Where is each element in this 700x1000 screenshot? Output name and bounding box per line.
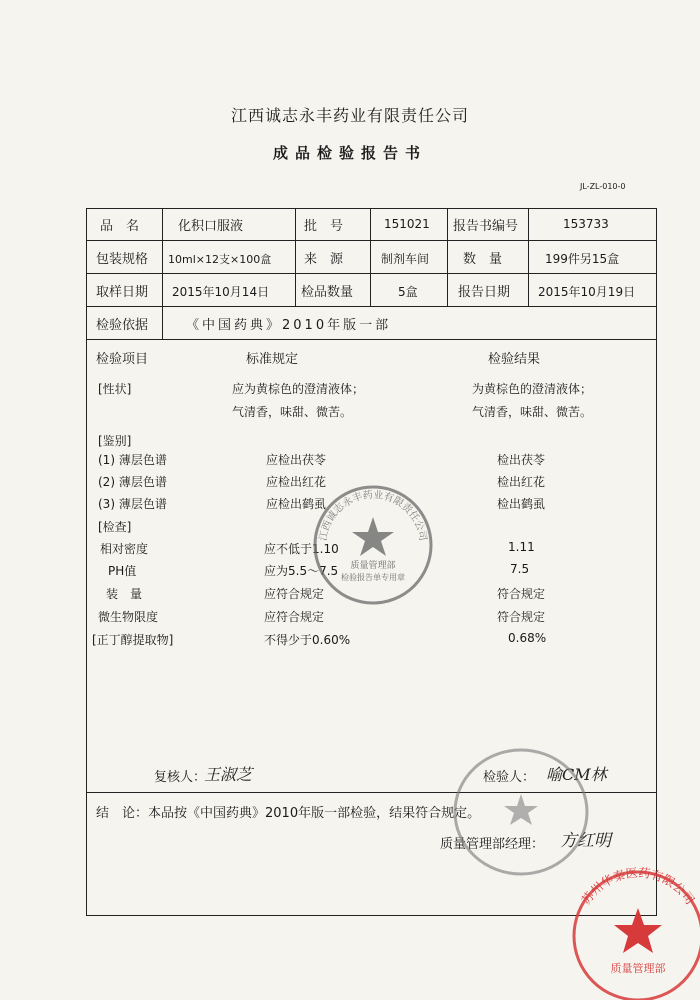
row-standard: 应符合规定: [264, 610, 325, 624]
batch-label: 批 号: [304, 219, 344, 234]
stamp-dept-text: 质量管理部: [350, 561, 396, 571]
row-item: (1) 薄层色谱: [98, 453, 167, 467]
batch-value: 151021: [384, 217, 430, 231]
row-result: 符合规定: [497, 587, 546, 601]
sample-date-label: 取样日期: [96, 285, 149, 300]
row-divider: [86, 339, 657, 340]
report-date-label: 报告日期: [458, 285, 511, 300]
row-item: 装 量: [106, 587, 143, 601]
qc-stamp: [308, 480, 438, 610]
row-standard: 应检出鹤虱: [266, 497, 327, 511]
row-standard: 应为黄棕色的澄清液体；: [232, 382, 365, 396]
col-divider: [162, 208, 163, 339]
qa-manager-label: 质量管理部经理：: [440, 837, 545, 852]
basis-label: 检验依据: [96, 318, 149, 333]
row-item: [检查]: [98, 520, 132, 534]
conclusion-label: 结 论：: [96, 806, 149, 821]
report-no-label: 报告书编号: [453, 219, 519, 234]
row-standard: 应检出红花: [266, 475, 327, 489]
inspector-label: 检验人：: [483, 770, 536, 785]
report-date-value: 2015年10月19日: [538, 285, 636, 299]
spec-value: 10ml×12支×100盒: [168, 253, 272, 266]
row-result: 7.5: [510, 562, 530, 576]
reviewer-signature: 王淑芝: [204, 765, 253, 784]
qa-manager-signature: 方红明: [560, 831, 611, 851]
row-item: (3) 薄层色谱: [98, 497, 167, 511]
row-result: 1.11: [508, 540, 535, 554]
row-standard: 不得少于0.60%: [264, 633, 351, 647]
product-value: 化积口服液: [178, 219, 244, 234]
qty-value: 199件另15盒: [545, 252, 620, 266]
row-divider: [86, 306, 657, 307]
sample-date-value: 2015年10月14日: [172, 285, 270, 299]
stamp-star-icon: [614, 908, 662, 953]
col-divider: [447, 208, 448, 306]
row-result: 气清香，味甜、微苦。: [472, 405, 593, 419]
col-item-header: 检验项目: [96, 352, 149, 367]
row-item: [鉴别]: [98, 434, 132, 448]
row-item: (2) 薄层色谱: [98, 475, 167, 489]
reviewer-label: 复核人：: [154, 770, 207, 785]
qty-label: 数 量: [463, 252, 503, 267]
row-divider: [86, 273, 657, 274]
test-qty-label: 检品数量: [301, 285, 354, 300]
row-result: 检出茯苓: [497, 453, 546, 467]
row-standard: 气清香，味甜、微苦。: [232, 405, 353, 419]
stamp-star-icon: [504, 794, 538, 825]
col-divider: [295, 208, 296, 306]
product-label: 品 名: [100, 219, 140, 234]
spec-label: 包装规格: [96, 252, 149, 267]
document-title: 成品检验报告书: [272, 144, 427, 162]
row-standard: 应符合规定: [264, 587, 325, 601]
inspector-signature: 喻CM林: [546, 765, 607, 784]
stamp-company-text: 苏州华秦医药有限公司: [578, 865, 698, 908]
row-result: 符合规定: [497, 610, 546, 624]
supplier-stamp: [566, 860, 700, 1000]
stamp-star-icon: [352, 517, 394, 556]
report-no-value: 153733: [563, 217, 609, 231]
test-qty-value: 5盒: [398, 285, 418, 299]
row-item: 微生物限度: [98, 610, 159, 624]
col-divider: [528, 208, 529, 306]
row-standard: 应为5.5～7.5: [264, 564, 339, 578]
source-label: 来 源: [304, 252, 344, 267]
row-standard: 应不低于1.10: [264, 542, 339, 556]
row-result: 检出红花: [497, 475, 546, 489]
row-result: 0.68%: [508, 631, 547, 645]
stamp-purpose-text: 检验报告单专用章: [341, 573, 405, 582]
document-code: JL-ZL-010-0: [580, 182, 626, 191]
stamp-dept-text: 质量管理部: [610, 962, 666, 975]
basis-value: 《中国药典》2010年版一部: [186, 318, 392, 333]
row-item: PH值: [108, 564, 137, 578]
source-value: 制剂车间: [381, 252, 430, 266]
row-divider: [86, 240, 657, 241]
row-result: 为黄棕色的澄清液体；: [472, 382, 593, 396]
col-standard-header: 标准规定: [246, 352, 299, 367]
row-item: [正丁醇提取物]: [92, 633, 174, 647]
col-result-header: 检验结果: [488, 352, 541, 367]
row-item: [性状]: [98, 382, 132, 396]
row-result: 检出鹤虱: [497, 497, 546, 511]
company-name: 江西诚志永丰药业有限责任公司: [230, 106, 469, 125]
row-standard: 应检出茯苓: [266, 453, 327, 467]
stamp-company-text: 江西诚志永丰药业有限责任公司: [318, 489, 428, 542]
row-item: 相对密度: [100, 542, 149, 556]
conclusion-text: 本品按《中国药典》2010年版一部检验，结果符合规定。: [148, 806, 481, 821]
col-divider: [370, 208, 371, 306]
